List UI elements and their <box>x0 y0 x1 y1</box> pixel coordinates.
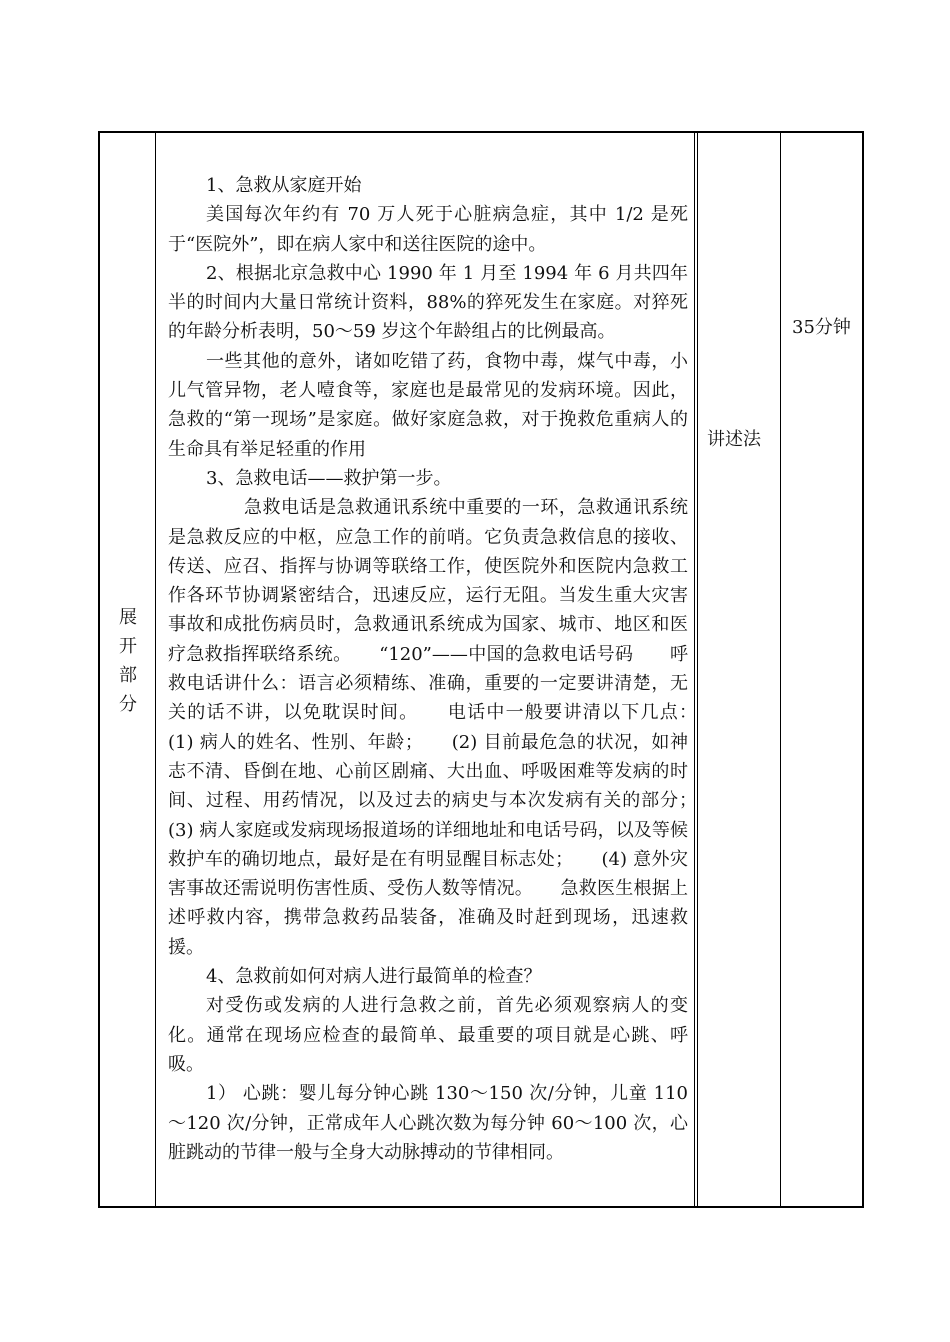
paragraph: 1） 心跳：婴儿每分钟心跳 130～150 次/分钟，儿童 110～120 次/分钟，正常成年人心跳次数为每分钟 60～100 次，心脏跳动的节律一般与全身大动脉搏动的节律相同。 <box>168 1083 688 1163</box>
lesson-table <box>98 131 864 1208</box>
heading-4: 4、急救前如何对病人进行最简单的检查？ <box>206 966 542 988</box>
content-cell <box>168 171 724 1167</box>
section-label: 展 开 部 分 <box>119 607 137 715</box>
paragraph: 美国每次年约有 70 万人死于心脏病急症，其中 1/2 是死于“医院外”，即在病人家中和送往医院的途中。 <box>168 204 688 255</box>
paragraph: 急救电话是急救通讯系统中重要的一环，急救通讯系统是急救反应的中枢，应急工作的前哨。它负责急救信息的接收、传送、应召、指挥与协调等联络工作，使医院外和医院内急救工作各环节协调紧密结合，迅速反应，运行无阻。当发生重大灾害事故和成批伤病员时，急救通讯系统成为国家、城市、地区和医疗急救指挥联络系统。 “120”——中国的急救电话号码 呼救电话讲什么：语言必须精练、准确，重要的一定要讲清楚，无关的话不讲，以免耽误时间。 电话中一般要讲清以下几点： (1) 病人的姓名、性别、年龄； (2) 目前最危急的状况，如神志不清、昏倒在地、心前区剧痛、大出血、呼吸困难等发病的时间、过程、用药情况，以及过去的病史与本次发病有关的部分； (3) 病人家庭或发病现场报道场的详细地址和电话号码，以及等候救护车的确切地点，最好是在有明显醒目标志处； (4) 意外灾害事故还需说明伤害性质、受伤人数等情况。 急救医生根据上述呼救内容，携带急救药品装备，准确及时赶到现场，迅速救援。 <box>168 497 724 958</box>
column-divider <box>780 133 781 1206</box>
heading-1: 1、急救从家庭开始 <box>206 175 362 196</box>
paragraph: 一些其他的意外，诸如吃错了药，食物中毒，煤气中毒，小儿气管异物，老人噎食等，家庭也是最常见的发病环境。因此，急救的“第一现场”是家庭。做好家庭急救，对于挽救危重病人的生命具有举足轻重的作用 <box>168 350 688 460</box>
time-cell: 35分钟 <box>792 317 851 338</box>
paragraph: 2、根据北京急救中心 1990 年 1 月至 1994 年 6 月共四年半的时间内大量日常统计资料，88%的猝死发生在家庭。对猝死的年龄分析表明，50～59 岁这个年龄组占的比例最高。 <box>168 262 688 343</box>
paragraph: 对受伤或发病的人进行急救之前，首先必须观察病人的变化。通常在现场应检查的最简单、最重要的项目就是心跳、呼吸。 <box>168 995 688 1075</box>
heading-3: 3、急救电话——救护第一步。 <box>206 467 452 489</box>
column-divider <box>694 133 698 1206</box>
method-cell: 讲述法 <box>707 429 761 450</box>
